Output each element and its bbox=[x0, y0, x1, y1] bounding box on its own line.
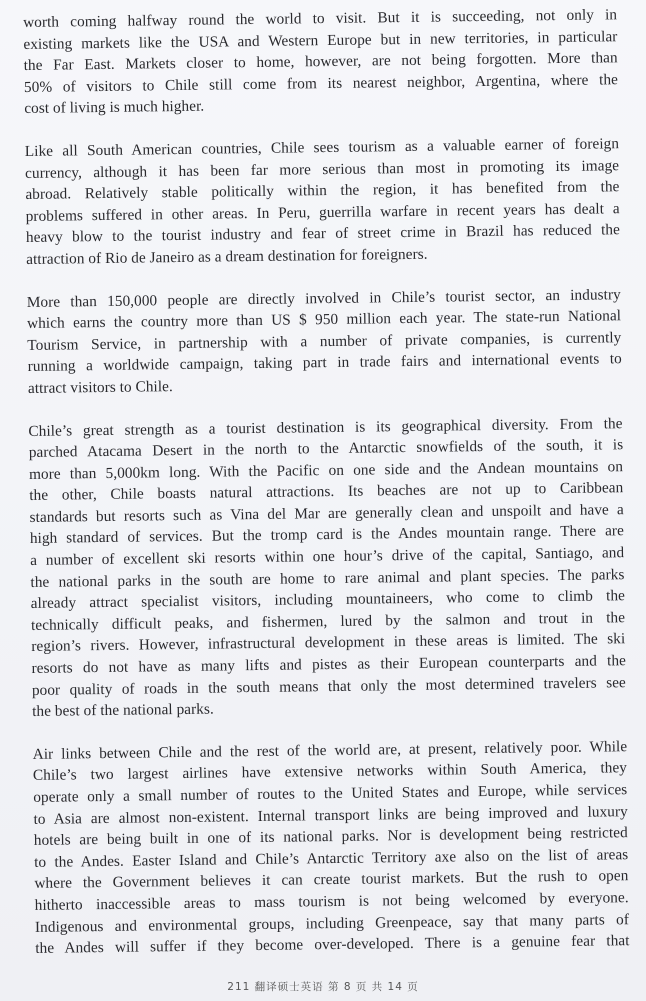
text-line: where the Government believes it can create tourist markets. But the rush to open bbox=[34, 867, 629, 893]
text-line: running a worldwide campaign, taking part in trade fairs and international events to bbox=[27, 350, 622, 376]
text-line: the other, Chile boasts natural attractions. Its beaches are not up to Caribbean bbox=[29, 479, 624, 505]
text-line: Like all South American countries, Chile sees tourism as a valuable earner of foreign bbox=[24, 135, 620, 160]
text-line: 50% of visitors to Chile still come from its nearest neighbor, Argentina, where the bbox=[23, 71, 619, 96]
paragraph-4 bbox=[28, 413, 626, 723]
text-line: to Asia are almost non-existent. Internal transport links are being improved and luxury bbox=[33, 802, 628, 828]
text-line: the best of the national parks. bbox=[32, 700, 214, 721]
text-line: Air links between Chile and the rest of the world are, at present, relatively poor. While bbox=[32, 737, 628, 763]
paragraph-3 bbox=[27, 284, 622, 400]
text-line: high standard of services. But the tromp card is the Andes mountain range. There are bbox=[29, 522, 624, 548]
text-line: parched Atacama Desert in the north to the Antarctic snowfields of the south, it is bbox=[28, 436, 624, 462]
text-line: abroad. Relatively stable politically within the region, it has benefited from the bbox=[25, 178, 620, 204]
article-body bbox=[23, 4, 630, 980]
text-line: operate only a small number of routes to the United States and Europe, while services bbox=[33, 781, 628, 806]
text-line: problems suffered in other areas. In Peru, guerrilla warfare in recent years has dealt a bbox=[25, 199, 620, 225]
paragraph-5 bbox=[33, 736, 630, 960]
text-line: existing markets like the USA and Western Europe but in new territories, in particular bbox=[23, 27, 618, 53]
text-line: region’s rivers. However, infrastructural development in these areas is limited. The ski bbox=[31, 630, 626, 656]
text-line: hotels are being built in one of its national parks. Nor is development being restricted bbox=[33, 824, 628, 850]
text-line: resorts do not have as many lifts and pistes as their European counterparts and the bbox=[31, 652, 627, 677]
text-line: more than 5,000km long. With the Pacific on one side and the Andean mountains on bbox=[28, 457, 624, 483]
text-line: hitherto inaccessible areas to mass tourism is not being welcomed by everyone. bbox=[34, 889, 629, 914]
text-line: the Far East. Markets closer to home, however, are not being forgotten. More than bbox=[23, 49, 618, 75]
page-footer: 211 翻译硕士英语 第 8 页 共 14 页 bbox=[227, 981, 419, 993]
paragraph-2 bbox=[25, 133, 621, 270]
text-line: a number of excellent ski resorts within one hour’s drive of the capital, Santiago, and bbox=[30, 544, 625, 570]
text-line: Indigenous and environmental groups, including Greenpeace, say that many parts of bbox=[34, 910, 630, 936]
text-line: Chile’s two largest airlines have extensive networks within South America, they bbox=[32, 759, 628, 785]
text-line: heavy blow to the tourist industry and fear of street crime in Brazil has reduced the bbox=[25, 221, 621, 247]
text-line: the national parks in the south are home to rare animal and plant species. The parks bbox=[30, 565, 625, 591]
paragraph-1 bbox=[23, 4, 618, 120]
text-line: attraction of Rio de Janeiro as a dream destination for foreigners. bbox=[26, 245, 428, 268]
text-line: which earns the country more than US $ 950 million each year. The state-run National bbox=[26, 307, 622, 333]
text-line: technically difficult peaks, and fishermen, lured by the salmon and trout in the bbox=[30, 609, 626, 634]
text-line: currency, although it has been far more serious than most in promoting its image bbox=[24, 156, 620, 182]
text-line: already attract specialist visitors, including mountaineers, who come to climb the bbox=[30, 587, 626, 613]
text-line: attract visitors to Chile. bbox=[27, 377, 173, 397]
text-line: cost of living is much higher. bbox=[24, 98, 205, 118]
text-line: Chile’s great strength as a tourist destination is its geographical diversity. From the bbox=[28, 414, 623, 440]
text-line: to the Andes. Easter Island and Chile’s Antarctic Territory axe also on the list of areas bbox=[34, 845, 629, 871]
text-line: poor quality of roads in the south means that only the most determined travelers see bbox=[31, 673, 626, 699]
text-line: the Andes will suffer if they become over-developed. There is a genuine fear that bbox=[35, 932, 630, 958]
text-line: worth coming halfway round the world to visit. But it is succeeding, not only in bbox=[23, 6, 618, 31]
text-line: Tourism Service, in partnership with a number of private companies, is currently bbox=[27, 328, 622, 354]
text-line: More than 150,000 people are directly involved in Chile’s tourist sector, an industry bbox=[26, 285, 621, 311]
text-line: standards but resorts such as Vina del Mar are generally clean and unspoilt and have a bbox=[29, 501, 624, 526]
